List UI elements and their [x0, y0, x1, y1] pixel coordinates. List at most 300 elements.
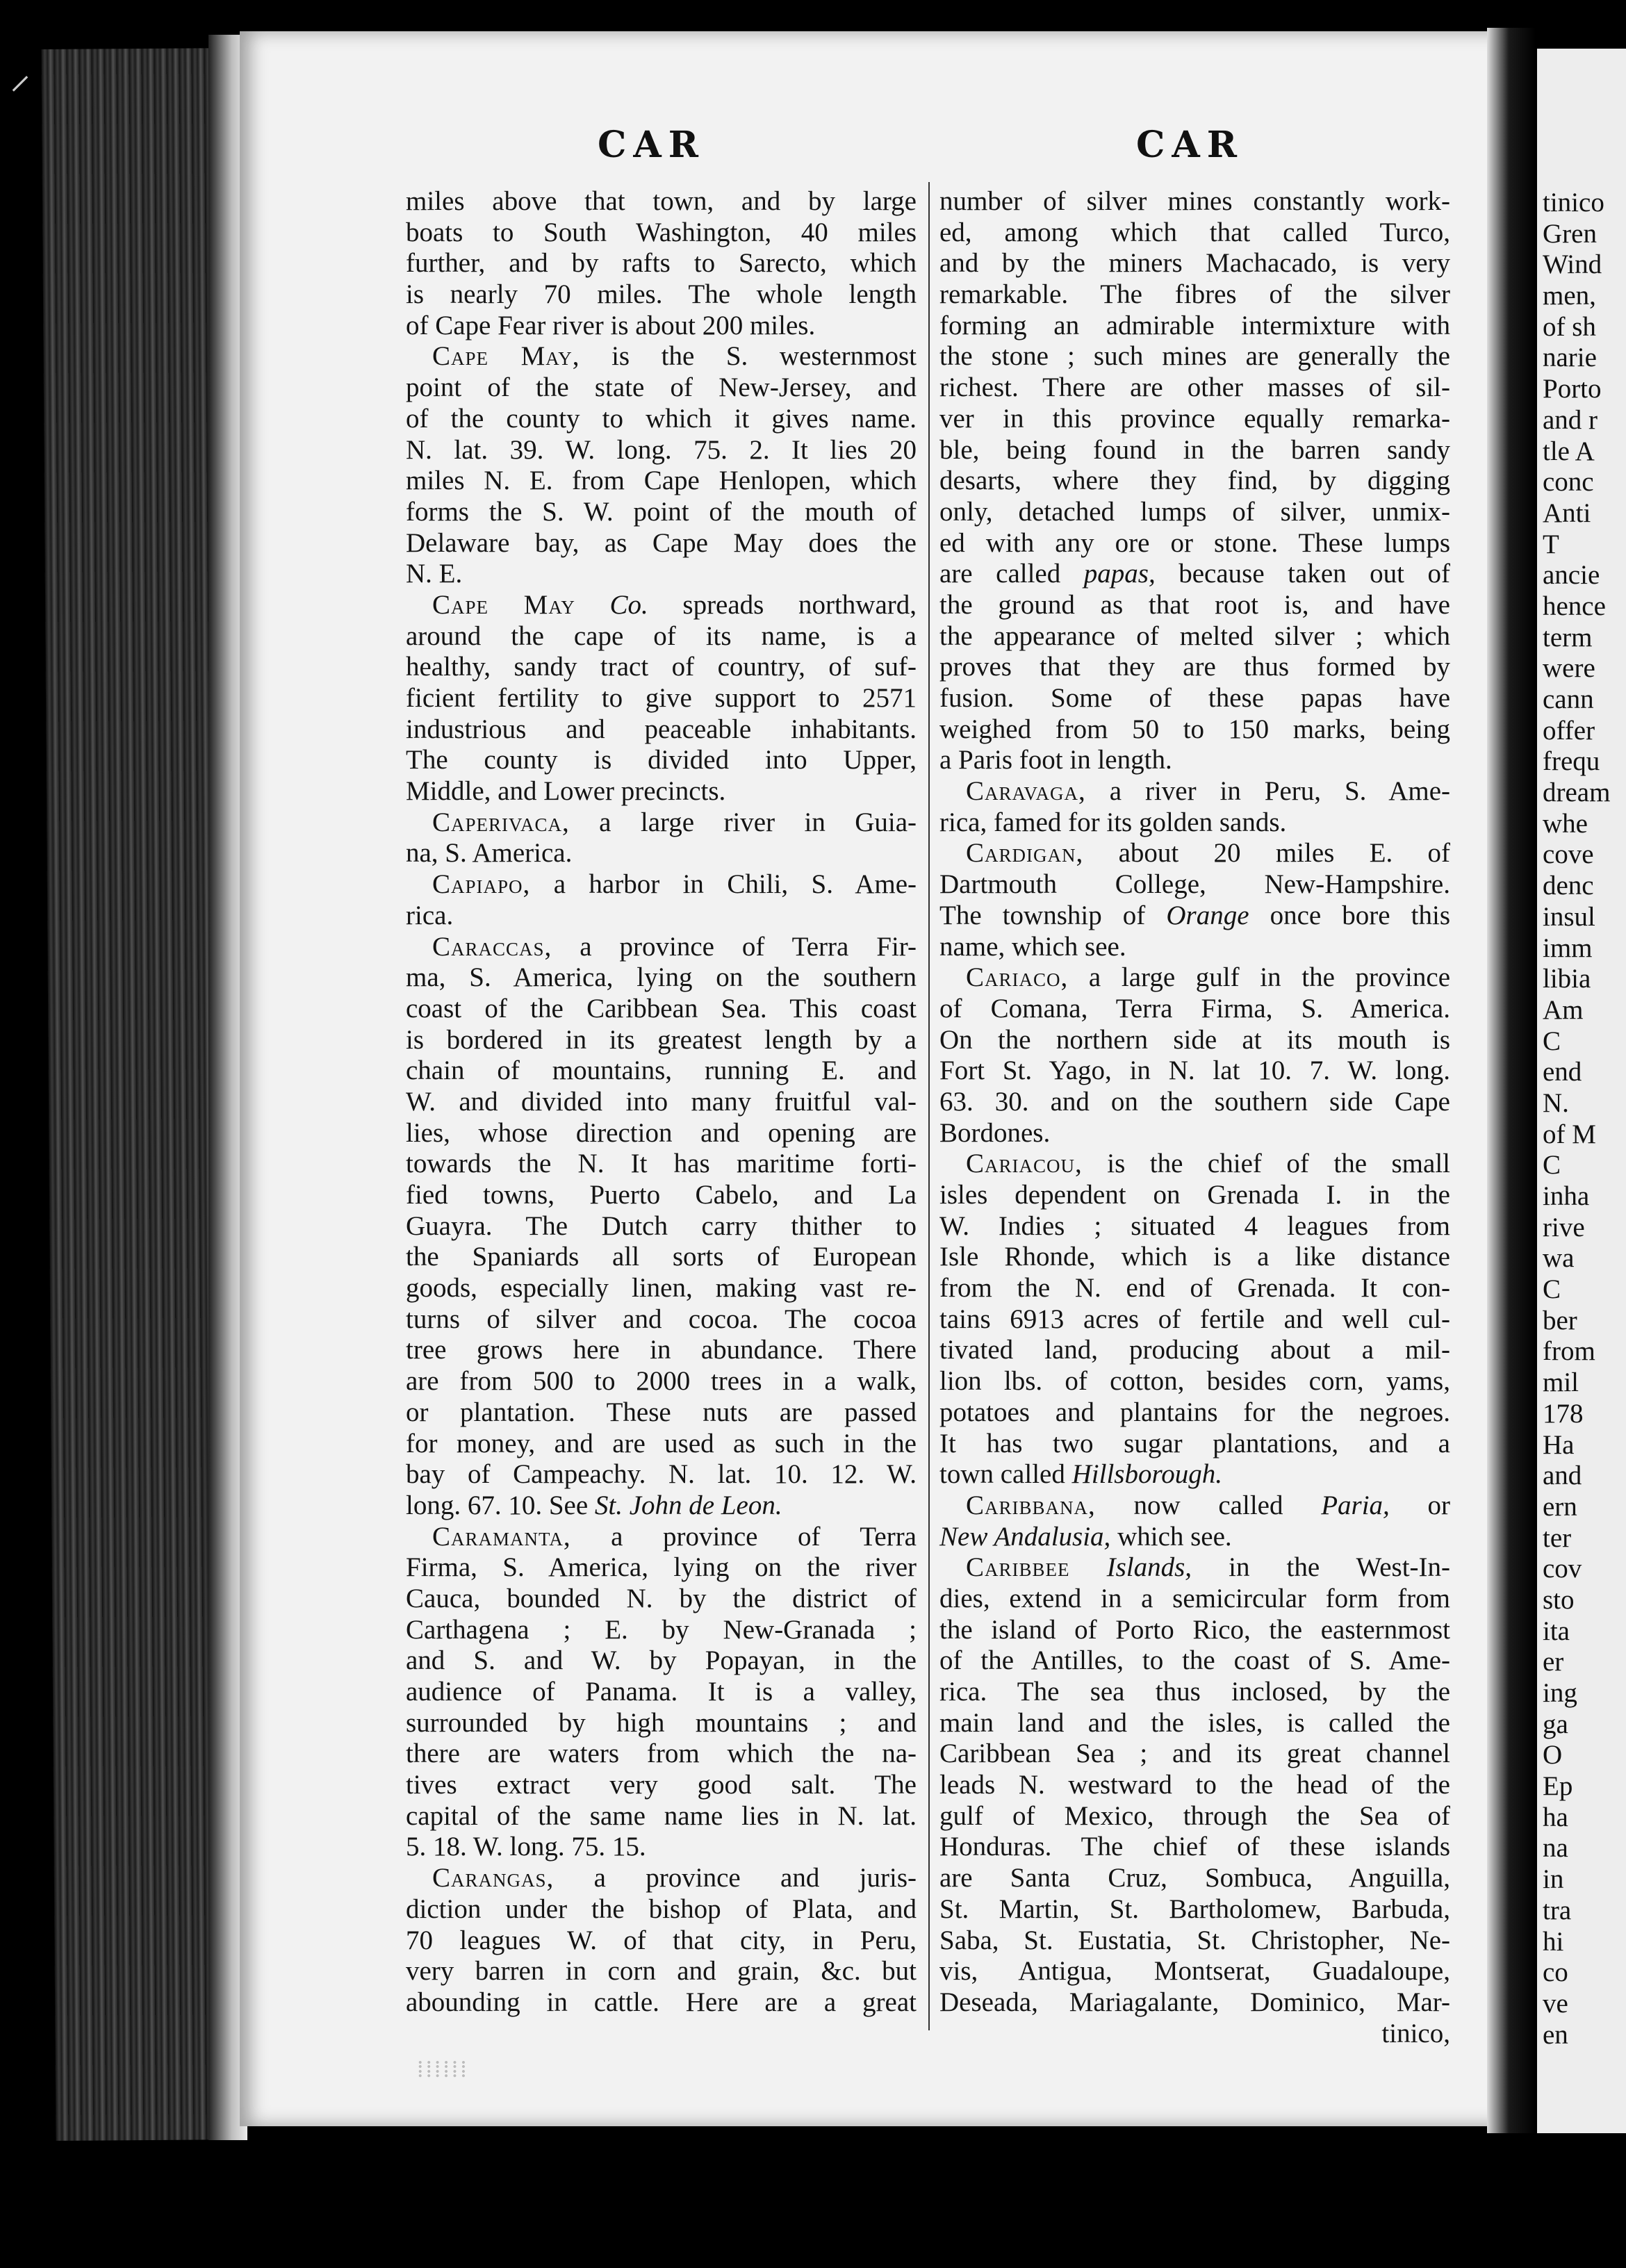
- line-text: long. 67. 10. See: [406, 1490, 595, 1520]
- line-text: because taken out of: [1155, 559, 1450, 589]
- text-line: [406, 1087, 917, 1118]
- line-text: chain of mountains, running E. and: [406, 1055, 917, 1086]
- line-text: The county is divided into Upper,: [406, 745, 917, 775]
- text-line: [406, 1894, 917, 1925]
- margin-mark: ⸍: [10, 69, 31, 115]
- line-text: Carthagena ; E. by New-Granada ;: [406, 1614, 917, 1645]
- text-line: [406, 186, 917, 217]
- text-line: [406, 1863, 917, 1894]
- text-line: [406, 1770, 917, 1801]
- text-line: [406, 932, 917, 963]
- text-line: [939, 1770, 1450, 1801]
- facing-page-line: C: [1543, 1026, 1561, 1056]
- facing-page-line: tra: [1543, 1895, 1572, 1925]
- line-text: ver in this province equally remarka-: [939, 403, 1450, 434]
- line-text: are Santa Cruz, Sombuca, Anguilla,: [939, 1863, 1450, 1893]
- text-line: [406, 1055, 917, 1087]
- text-line: [406, 1242, 917, 1273]
- text-line: [406, 1925, 917, 1957]
- entry-headword: Cape May: [432, 589, 575, 620]
- text-line: [406, 1739, 917, 1770]
- facing-page-line: C: [1543, 1274, 1561, 1305]
- text-line: [406, 1708, 917, 1739]
- facing-page-line: ter: [1543, 1522, 1572, 1553]
- line-text: ma, S. America, lying on the southern: [406, 962, 917, 993]
- line-text: around the cape of its name, is a: [406, 621, 917, 651]
- line-text: lies, whose direction and opening are: [406, 1117, 917, 1148]
- text-line: [939, 1149, 1450, 1180]
- entry-headword: Cariacou,: [966, 1149, 1083, 1179]
- text-line: [939, 1832, 1450, 1863]
- facing-page-line: mil: [1543, 1367, 1579, 1398]
- text-line: [939, 435, 1450, 466]
- line-text: a Paris foot in length.: [939, 745, 1172, 775]
- line-text: Deseada, Mariagalante, Dominico, Mar-: [939, 1987, 1450, 2017]
- text-line: [939, 404, 1450, 435]
- text-line: [939, 869, 1450, 901]
- facing-page-line: co: [1543, 1957, 1568, 1988]
- facing-page-line: libia: [1543, 964, 1591, 994]
- text-line: [406, 1522, 917, 1553]
- line-text: desarts, where they find, by digging: [939, 466, 1450, 496]
- facing-page-line: Porto: [1543, 374, 1602, 404]
- italic-text: Hillsborough.: [1071, 1459, 1222, 1490]
- line-text: Guayra. The Dutch carry thither to: [406, 1210, 917, 1241]
- facing-page-line: en: [1543, 2019, 1568, 2050]
- line-text: tains 6913 acres of fertile and well cul-: [939, 1304, 1450, 1334]
- line-text: rica.: [406, 900, 454, 930]
- line-text: na, S. America.: [406, 838, 573, 869]
- text-line: [939, 528, 1450, 559]
- facing-page-line: hence: [1543, 591, 1606, 621]
- text-line: [939, 1087, 1450, 1118]
- facing-page-line: and r: [1543, 404, 1598, 435]
- text-line: [939, 1987, 1450, 2019]
- left-text-column: [406, 186, 917, 2019]
- line-text: are from 500 to 2000 trees in a walk,: [406, 1366, 917, 1397]
- line-text: is the S. westernmost: [580, 341, 917, 372]
- line-text: Middle, and Lower precincts.: [406, 776, 726, 807]
- line-text: On the northern side at its mouth is: [939, 1024, 1450, 1055]
- text-line: [939, 186, 1450, 217]
- facing-page-line: cove: [1543, 839, 1594, 870]
- line-text: It has two sugar plantations, and a: [939, 1428, 1450, 1458]
- text-line: [939, 745, 1450, 776]
- line-text: Delaware bay, as Cape May does the: [406, 527, 917, 558]
- facing-page-line: ing: [1543, 1678, 1577, 1708]
- line-text: tivated land, producing about a mil-: [939, 1335, 1450, 1365]
- text-line: [406, 311, 917, 342]
- line-text: industrious and peaceable inhabitants.: [406, 714, 917, 744]
- line-text: surrounded by high mountains ; and: [406, 1707, 917, 1738]
- line-text: a province of Terra: [570, 1521, 917, 1552]
- facing-page-line: rive: [1543, 1212, 1585, 1242]
- facing-page-line: tinico: [1543, 188, 1604, 217]
- text-line: [939, 341, 1450, 372]
- facing-page-line: O: [1543, 1740, 1563, 1770]
- text-line: [939, 1335, 1450, 1366]
- text-line: [406, 528, 917, 559]
- line-text: gulf of Mexico, through the Sea of: [939, 1800, 1450, 1831]
- text-line: [939, 559, 1450, 590]
- text-line: [406, 1956, 917, 1987]
- text-line: [406, 404, 917, 435]
- text-line: [939, 683, 1450, 714]
- line-text: ed with any ore or stone. These lumps: [939, 527, 1450, 558]
- text-line: [406, 1552, 917, 1584]
- page-edge-shadow: [1487, 28, 1536, 2133]
- entry-headword: Caribbana,: [966, 1490, 1096, 1520]
- text-line: [406, 1832, 917, 1863]
- text-line: [406, 466, 917, 497]
- text-line: [939, 807, 1450, 839]
- text-line: [406, 869, 917, 901]
- text-line: [939, 1956, 1450, 1987]
- line-text: miles N. E. from Cape Henlopen, which: [406, 466, 917, 496]
- facing-page-line: wa: [1543, 1243, 1575, 1274]
- facing-page-line: C: [1543, 1150, 1561, 1181]
- line-text: town called: [939, 1459, 1072, 1490]
- text-line: [939, 901, 1450, 932]
- entry-headword: Cardigan,: [966, 838, 1084, 869]
- line-text: tinico,: [1381, 2018, 1450, 2048]
- line-text: forms the S. W. point of the mouth of: [406, 496, 917, 527]
- text-line: [939, 1429, 1450, 1460]
- line-text: miles above that town, and by large: [406, 186, 917, 216]
- text-line: [406, 745, 917, 776]
- text-line: [939, 1894, 1450, 1925]
- text-line: [939, 1490, 1450, 1522]
- entry-headword: Cariaco,: [966, 962, 1069, 993]
- text-line: [939, 621, 1450, 652]
- text-line: [939, 279, 1450, 311]
- text-line: [939, 994, 1450, 1025]
- facing-page-line: ber: [1543, 1305, 1577, 1336]
- line-text: main land and the isles, is called the: [939, 1707, 1450, 1738]
- line-text: Saba, St. Eustatia, St. Christopher, Ne-: [939, 1925, 1450, 1955]
- text-line: [406, 590, 917, 621]
- line-text: turns of silver and cocoa. The cocoa: [406, 1304, 917, 1334]
- text-line: [406, 217, 917, 249]
- text-line: [406, 1677, 917, 1708]
- text-line: [406, 1025, 917, 1056]
- text-line: [406, 807, 917, 839]
- entry-headword: Cape May,: [432, 341, 580, 372]
- text-line: [406, 1645, 917, 1677]
- line-text: Firma, S. America, lying on the river: [406, 1552, 917, 1583]
- line-text: is the chief of the small: [1082, 1149, 1450, 1179]
- facing-page-line: insul: [1543, 901, 1595, 932]
- line-text: very barren in corn and grain, &c. but: [406, 1956, 917, 1987]
- line-text: from the N. end of Grenada. It con-: [939, 1273, 1450, 1304]
- text-line: [939, 838, 1450, 869]
- facing-page-line: cann: [1543, 684, 1594, 714]
- text-line: [939, 1304, 1450, 1336]
- text-line: [939, 1273, 1450, 1304]
- italic-text: papas,: [1083, 559, 1156, 589]
- line-text: tives extract very good salt. The: [406, 1770, 917, 1800]
- text-line: [406, 962, 917, 994]
- line-text: The township of: [939, 900, 1167, 930]
- line-text: forming an admirable intermixture with: [939, 310, 1450, 340]
- line-text: fied towns, Puerto Cabelo, and La: [406, 1180, 917, 1210]
- facing-page-line: tle A: [1543, 436, 1595, 466]
- text-line: [939, 1645, 1450, 1677]
- facing-page-line: ancie: [1543, 560, 1600, 591]
- facing-page-line: Gren: [1543, 218, 1597, 249]
- text-line: [406, 1149, 917, 1180]
- text-line: [406, 1987, 917, 2019]
- text-line: [939, 372, 1450, 404]
- line-text: fusion. Some of these papas have: [939, 683, 1450, 713]
- running-head-left: CAR: [598, 124, 705, 166]
- text-line: [939, 1925, 1450, 1957]
- line-text: healthy, sandy tract of country, of suf-: [406, 652, 917, 682]
- facing-page-line: ve: [1543, 1988, 1568, 2019]
- text-line: [406, 1304, 917, 1336]
- text-line: [939, 1118, 1450, 1149]
- text-line: [939, 1055, 1450, 1087]
- facing-page-line: Ha: [1543, 1429, 1575, 1460]
- right-text-column: [939, 186, 1450, 2049]
- line-text: point of the state of New-Jersey, and: [406, 372, 917, 403]
- text-line: [939, 1459, 1450, 1490]
- line-text: Bordones.: [939, 1117, 1051, 1148]
- line-text: goods, especially linen, making vast re-: [406, 1273, 917, 1304]
- italic-text: Orange: [1166, 900, 1249, 930]
- facing-page-line: ern: [1543, 1491, 1577, 1522]
- text-line: [406, 652, 917, 683]
- facing-page-line: narie: [1543, 343, 1597, 373]
- text-line: [939, 311, 1450, 342]
- line-text: of Comana, Terra Firma, S. America.: [939, 993, 1450, 1024]
- italic-text: Co.: [575, 589, 648, 620]
- line-text: the island of Porto Rico, the easternmost: [939, 1614, 1450, 1645]
- text-line: [406, 838, 917, 869]
- facing-page-line: term: [1543, 622, 1593, 652]
- text-line: [939, 217, 1450, 249]
- line-text: spreads northward,: [648, 589, 917, 620]
- italic-text: St. John de Leon.: [594, 1490, 782, 1520]
- text-line: [939, 248, 1450, 279]
- text-line: [406, 248, 917, 279]
- text-line: [939, 1397, 1450, 1429]
- line-text: 63. 30. and on the southern side Cape: [939, 1086, 1450, 1117]
- line-text: remarkable. The fibres of the silver: [939, 279, 1450, 310]
- line-text: capital of the same name lies in N. lat.: [406, 1800, 917, 1831]
- text-line: [939, 1180, 1450, 1211]
- line-text: Honduras. The chief of these islands: [939, 1832, 1450, 1862]
- line-text: isles dependent on Grenada I. in the: [939, 1180, 1450, 1210]
- text-line: [939, 1677, 1450, 1708]
- line-text: W. Indies ; situated 4 leagues from: [939, 1210, 1450, 1241]
- line-text: Isle Rhonde, which is a like distance: [939, 1242, 1450, 1272]
- text-line: [939, 1801, 1450, 1832]
- text-line: [939, 1025, 1450, 1056]
- line-text: rica. The sea thus inclosed, by the: [939, 1677, 1450, 1707]
- line-text: a large gulf in the province: [1068, 962, 1450, 993]
- facing-page-line: hi: [1543, 1926, 1564, 1957]
- line-text: for money, and are used as such in the: [406, 1428, 917, 1458]
- facing-page-line: Am: [1543, 994, 1584, 1025]
- line-text: a harbor in Chili, S. Ame-: [530, 869, 917, 900]
- line-text: rica, famed for its golden sands.: [939, 807, 1287, 837]
- text-line: [406, 1211, 917, 1242]
- facing-page-line: ga: [1543, 1709, 1568, 1739]
- facing-page-line: ha: [1543, 1802, 1568, 1832]
- line-text: the ground as that root is, and have: [939, 589, 1450, 620]
- facing-page-line: Wind: [1543, 249, 1602, 280]
- facing-page-line: and: [1543, 1461, 1582, 1491]
- facing-page-line: sto: [1543, 1584, 1575, 1615]
- line-text: once bore this: [1249, 900, 1451, 930]
- italic-text: Islands,: [1069, 1552, 1192, 1583]
- line-text: which see.: [1110, 1521, 1232, 1552]
- facing-page-line: Anti: [1543, 498, 1591, 528]
- text-line: [939, 1366, 1450, 1397]
- line-text: a river in Peru, S. Ame-: [1085, 776, 1450, 807]
- line-text: boats to South Washington, 40 miles: [406, 217, 917, 247]
- line-text: richest. There are other masses of sil-: [939, 372, 1450, 403]
- text-line: [939, 590, 1450, 621]
- line-text: N. lat. 39. W. long. 75. 2. It lies 20: [406, 434, 917, 465]
- facing-page-fragment: [1537, 49, 1626, 2133]
- facing-page-line: Ep: [1543, 1771, 1573, 1802]
- facing-page-line: dream: [1543, 778, 1611, 808]
- entry-headword: Caraccas,: [432, 931, 552, 962]
- text-line: [406, 994, 917, 1025]
- line-text: now called: [1095, 1490, 1322, 1520]
- text-line: [406, 1180, 917, 1211]
- facing-page-line: offer: [1543, 715, 1595, 746]
- entry-headword: Carangas,: [432, 1863, 555, 1893]
- facing-page-line: 178: [1543, 1398, 1584, 1429]
- text-line: [406, 435, 917, 466]
- line-text: of Cape Fear river is about 200 miles.: [406, 310, 816, 340]
- text-line: [406, 1273, 917, 1304]
- text-line: [406, 621, 917, 652]
- text-line: [939, 776, 1450, 807]
- text-line: [939, 1522, 1450, 1553]
- line-text: a province and juris-: [554, 1863, 917, 1893]
- line-text: there are waters from which the na-: [406, 1739, 917, 1769]
- line-text: is bordered in its greatest length by a: [406, 1024, 917, 1055]
- text-line: [939, 1211, 1450, 1242]
- line-text: bay of Campeachy. N. lat. 10. 12. W.: [406, 1459, 917, 1490]
- text-line: [939, 962, 1450, 994]
- line-text: 70 leagues W. of that city, in Peru,: [406, 1925, 917, 1955]
- line-text: potatoes and plantains for the negroes.: [939, 1397, 1450, 1427]
- text-line: [939, 1863, 1450, 1894]
- text-line: [406, 1490, 917, 1522]
- facing-page-line: inha: [1543, 1181, 1590, 1211]
- line-text: ble, being found in the barren sandy: [939, 434, 1450, 465]
- entry-headword: Caribbee: [966, 1552, 1070, 1583]
- entry-headword: Caramanta,: [432, 1521, 571, 1552]
- line-text: further, and by rafts to Sarecto, which: [406, 248, 917, 279]
- text-line: [406, 1584, 917, 1615]
- text-line: [406, 279, 917, 311]
- text-line: [939, 1242, 1450, 1273]
- text-line: [406, 1335, 917, 1366]
- text-line: [939, 932, 1450, 963]
- facing-page-line: ita: [1543, 1616, 1570, 1646]
- column-divider: [928, 182, 930, 2030]
- text-line: [406, 1118, 917, 1149]
- text-line: [406, 1429, 917, 1460]
- facing-page-line: in: [1543, 1864, 1564, 1895]
- text-line: [406, 714, 917, 746]
- text-line: [939, 466, 1450, 497]
- line-text: of the county to which it gives name.: [406, 403, 917, 434]
- line-text: lion lbs. of cotton, besides corn, yams,: [939, 1366, 1450, 1397]
- line-text: and by the miners Machacado, is very: [939, 248, 1450, 279]
- line-text: St. Martin, St. Bartholomew, Barbuda,: [939, 1893, 1450, 1924]
- line-text: a large river in Guia-: [569, 807, 917, 837]
- running-head-right: CAR: [1136, 124, 1244, 166]
- text-line: [406, 776, 917, 807]
- text-line: [939, 714, 1450, 746]
- facing-page-line: conc: [1543, 467, 1594, 498]
- line-text: W. and divided into many fruitful val-: [406, 1086, 917, 1117]
- line-text: the appearance of melted silver ; which: [939, 621, 1450, 651]
- entry-headword: Capiapo,: [432, 869, 531, 900]
- text-line: [406, 1397, 917, 1429]
- text-line: [406, 559, 917, 590]
- line-text: ficient fertility to give support to 2571: [406, 683, 917, 713]
- text-line: [406, 1801, 917, 1832]
- line-text: coast of the Caribbean Sea. This coast: [406, 993, 917, 1024]
- line-text: N. E.: [406, 559, 463, 589]
- line-text: tree grows here in abundance. There: [406, 1335, 917, 1365]
- line-text: audience of Panama. It is a valley,: [406, 1677, 917, 1707]
- entry-headword: Caperivaca,: [432, 807, 570, 837]
- text-line: [939, 1552, 1450, 1584]
- line-text: name, which see.: [939, 931, 1126, 962]
- line-text: are called: [939, 559, 1084, 589]
- text-line: [406, 1366, 917, 1397]
- text-line: [406, 341, 917, 372]
- italic-text: New Andalusia,: [939, 1521, 1111, 1552]
- facing-page-line: T: [1543, 529, 1559, 559]
- text-line: [406, 372, 917, 404]
- line-text: ed, among which that called Turco,: [939, 217, 1450, 247]
- facing-page-line: denc: [1543, 871, 1594, 901]
- text-line: [406, 901, 917, 932]
- line-text: or: [1389, 1490, 1450, 1520]
- line-text: proves that they are thus formed by: [939, 652, 1450, 682]
- text-line: [406, 683, 917, 714]
- text-line: [939, 1615, 1450, 1646]
- line-text: the stone ; such mines are generally the: [939, 341, 1450, 372]
- line-text: Cauca, bounded N. by the district of: [406, 1583, 917, 1613]
- line-text: is nearly 70 miles. The whole length: [406, 279, 917, 310]
- facing-page-line: imm: [1543, 932, 1593, 963]
- line-text: of the Antilles, to the coast of S. Ame-: [939, 1645, 1450, 1676]
- text-line: [939, 2019, 1450, 2050]
- facing-page-line: frequ: [1543, 746, 1600, 777]
- facing-page-line: end: [1543, 1057, 1582, 1087]
- line-text: Dartmouth College, New-Hampshire.: [939, 869, 1450, 900]
- text-line: [939, 1584, 1450, 1615]
- line-text: number of silver mines constantly work-: [939, 186, 1450, 216]
- line-text: or plantation. These nuts are passed: [406, 1397, 917, 1427]
- text-line: [939, 652, 1450, 683]
- facing-page-line: whe: [1543, 808, 1588, 839]
- line-text: about 20 miles E. of: [1083, 838, 1450, 869]
- line-text: diction under the bishop of Plata, and: [406, 1893, 917, 1924]
- bleed-through-mark: ⁞⁞⁞⁞⁞⁞: [417, 2057, 469, 2082]
